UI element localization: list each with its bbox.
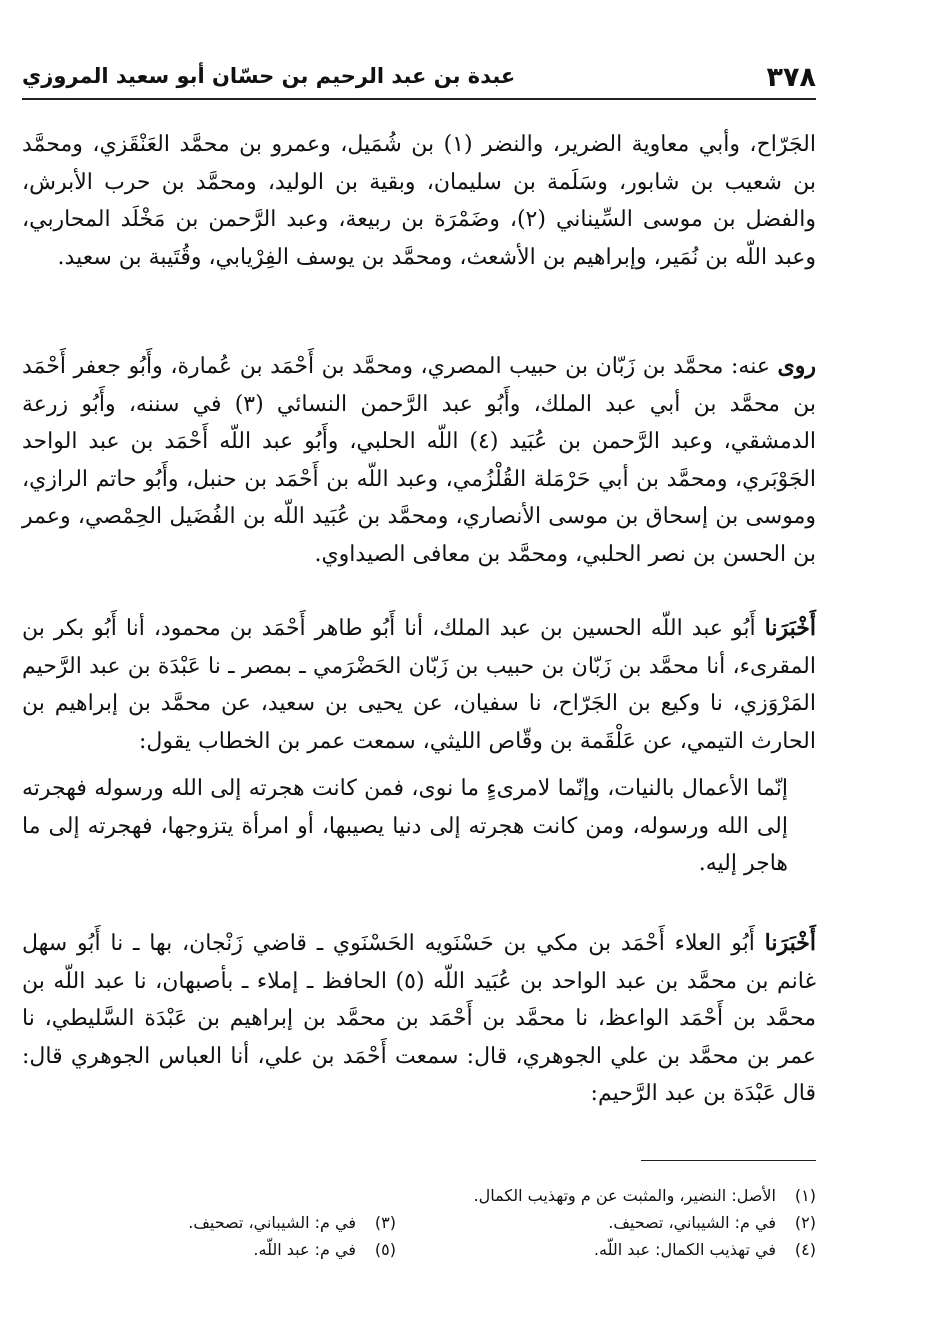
footnote-1 (474, 1182, 816, 1209)
footnote-row (22, 1209, 816, 1236)
footnote-5 (253, 1236, 396, 1263)
footnote-number: (٣) (374, 1213, 396, 1232)
footnote-number: (٢) (794, 1213, 816, 1232)
page-number: ٣٧٨ (766, 62, 816, 93)
footnote-number: (٤) (794, 1240, 816, 1259)
footnote-3 (188, 1209, 396, 1236)
paragraph-lead: أَخْبَرَنا (764, 615, 816, 641)
footnote-4 (396, 1236, 816, 1263)
paragraph-isnad-2 (22, 925, 816, 1106)
footnote-text: في تهذيب الكمال: عبد اللّه. (593, 1240, 776, 1259)
footnote-number: (١) (794, 1186, 816, 1205)
footnote-text: الأصل: النضير، والمثبت عن م وتهذيب الكمال. (473, 1186, 776, 1205)
footnotes (22, 1182, 816, 1263)
hadith-text: إنّما الأعمال بالنيات، وإنّما لامرىءٍ ما نوى، فمن كانت هجرته إلى الله ورسوله فهجرته إلى الله ورسوله، ومن كانت هجرته إلى دنيا يصيبها، أو امرأة يتزوجها، فهجرته إلى ما هاجر إليه. (22, 776, 788, 876)
paragraph-teachers: الجَرّاح، وأبي معاوية الضرير، والنضر (١) بن شُمَيل، وعمرو بن محمَّد العَنْقَزي، ومحمَّد بن شعيب بن شابور، وسَلَمة بن سليمان، وبقية بن الوليد، ومحمَّد بن حرب الأبرش، والفضل بن موسى السِّيناني (٢)، وضَمْرَة بن ربيعة، وعبد الرَّحمن بن مَخْلَد المحاربي، وعبد اللّه بن نُمَير، وإبراهيم بن الأشعث، ومحمَّد بن يوسف الفِرْيابي، وقُتَيبة بن سعيد. (22, 132, 816, 270)
paragraph-narrators (22, 348, 816, 610)
page-header (22, 60, 816, 100)
paragraph-lead: أَخْبَرَنا (764, 930, 816, 956)
paragraph-isnad-1 (22, 610, 816, 770)
footnote-number: (٥) (374, 1240, 396, 1259)
footnote-text: في م: الشيباني، تصحيف. (608, 1213, 776, 1232)
paragraph-text: أَبُو عبد اللّه الحسين بن عبد الملك، أنا أَبُو طاهر أَحْمَد بن محمود، أنا أَبُو بكر بن المقرىء، أنا محمَّد بن زَبّان بن حبيب بن زَبّان الحَضْرَمي ـ بمصر ـ نا عَبْدَة بن عبد الرَّحيم المَرْوَزي، نا وكيع بن الجَرّاح، نا سفيان، عن يحيى بن سعيد، عن محمَّد بن إبراهيم بن الحارث التيمي، عن عَلْقَمة بن وقّاص الليثي، سمعت عمر بن الخطاب يقول: (22, 616, 816, 754)
footnote-text: في م: عبد اللّه. (253, 1240, 356, 1259)
paragraph-lead: روى (777, 353, 816, 379)
footnote-divider (641, 1160, 816, 1161)
running-title: عبدة بن عبد الرحيم بن حسّان أبو سعيد المروزي (22, 64, 516, 88)
footnote-row (22, 1236, 816, 1263)
footnote-2 (396, 1209, 816, 1236)
main-text (22, 126, 817, 1106)
footnote-row (22, 1182, 816, 1209)
paragraph-text: أَبُو العلاء أَحْمَد بن مكي بن حَسْنَويه الحَسْنَوي ـ قاضي زَنْجان، بها ـ نا أَبُو سهل غانم بن محمَّد بن عبد الواحد بن عُبَيد اللّه (٥) الحافظ ـ إملاء ـ بأصبهان، نا عبد اللّه بن محمَّد بن أَحْمَد الواعظ، نا محمَّد بن أَحْمَد بن محمَّد بن إبراهيم بن عَبْدَة السَّليطي، نا عمر بن محمَّد بن علي الجوهري، قال: سمعت أَحْمَد بن علي، أنا العباس الجوهري قال: قال عَبْدَة بن عبد الرَّحيم: (22, 931, 816, 1106)
paragraph-text: عنه: محمَّد بن زَبّان بن حبيب المصري، ومحمَّد بن أَحْمَد بن عُمارة، وأَبُو جعفر أَحْمَد بن محمَّد بن أبي عبد الملك، وأَبُو عبد الرَّحمن النسائي (٣) في سننه، وأَبُو زرعة الدمشقي، وعبد الرَّحمن بن عُبَيد (٤) اللّه الحلبي، وأَبُو عبد اللّه أَحْمَد بن عبد الواحد الجَوْبَري، ومحمَّد بن أبي حَرْمَلة القُلْزُمي، وعبد اللّه بن أَحْمَد بن حنبل، وأَبُو حاتم الرازي، وموسى بن إسحاق بن موسى الأنصاري، ومحمَّد بن عُبَيد اللّه بن الفُضَيل الحِمْصي، وعمر بن الحسن بن نصر الحلبي، ومحمَّد بن معافى الصيداوي. (22, 354, 817, 567)
footnote-text: في م: الشيباني، تصحيف. (188, 1213, 356, 1232)
